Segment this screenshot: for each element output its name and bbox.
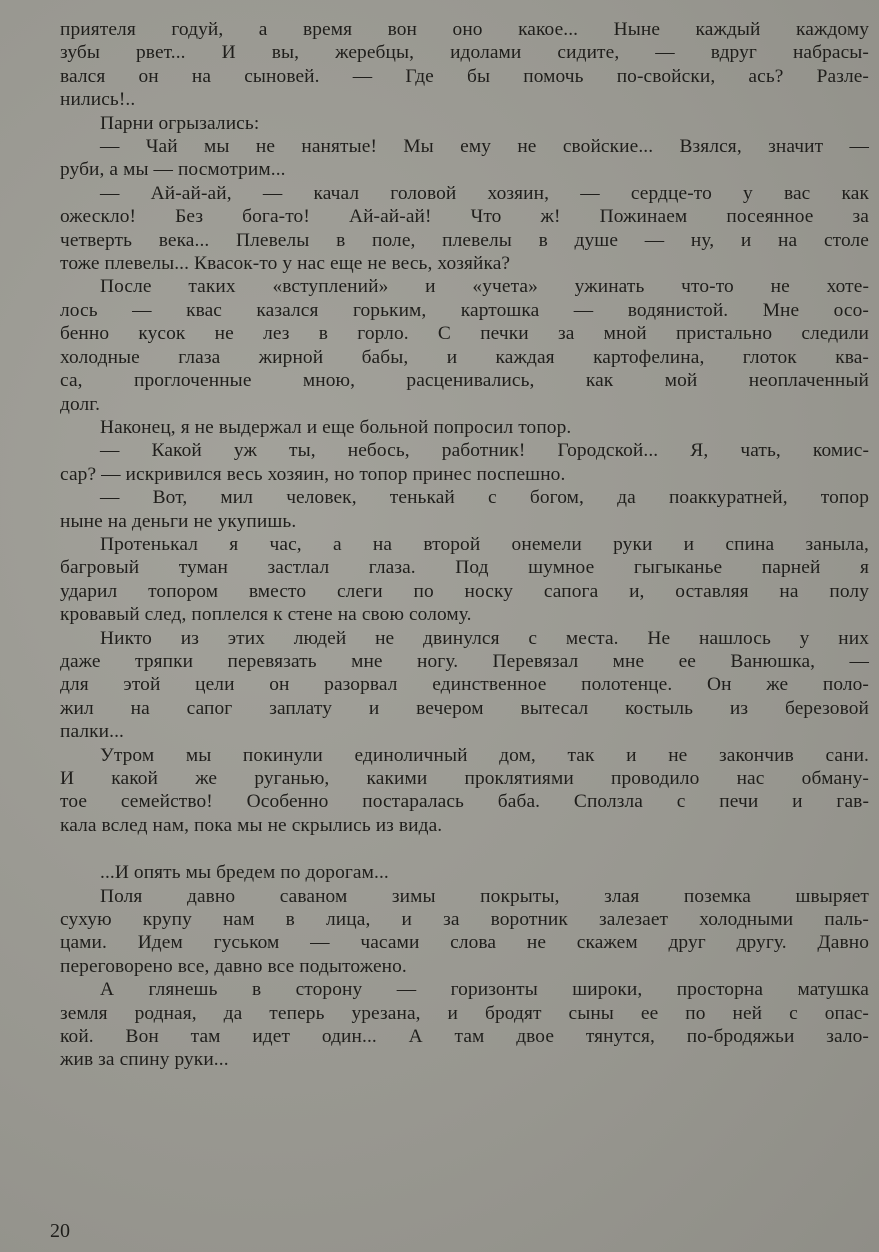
- section-break: [60, 837, 869, 861]
- text-line: лось — квас казался горьким, картошка — водянистой. Мне осо-: [60, 299, 869, 321]
- text-line: для этой цели он разорвал единственное полотенце. Он же поло-: [60, 674, 869, 696]
- text-line: Наконец, я не выдержал и еще больной попросил топор.: [100, 416, 572, 438]
- text-line: багровый туман застлал глаза. Под шумное гыгыканье парней я: [60, 557, 869, 579]
- text-line: даже тряпки перевязать мне ногу. Перевязал мне ее Ванюшка, —: [60, 650, 869, 672]
- text-line: — Какой уж ты, небось, работник! Городской... Я, чать, комис-: [100, 440, 869, 462]
- text-line: зубы рвет... И вы, жеребцы, идолами сидите, — вдруг набрасы-: [60, 42, 869, 64]
- text-line: земля родная, да теперь урезана, и бродят сыны ее по ней с опас-: [60, 1002, 869, 1024]
- text-line: холодные глаза жирной бабы, и каждая картофелина, глоток ква-: [60, 346, 869, 368]
- page-number: 20: [50, 1220, 70, 1242]
- text-line: сухую крупу нам в лица, и за воротник залезает холодными паль-: [60, 909, 869, 931]
- text-line: долг.: [60, 393, 101, 415]
- text-line: палки...: [60, 721, 124, 743]
- text-line: Утром мы покинули единоличный дом, так и не закончив сани.: [100, 744, 869, 766]
- text-line: Протенькал я час, а на второй онемели руки и спина заныла,: [100, 533, 869, 555]
- text-line: А глянешь в сторону — горизонты широки, просторна матушка: [100, 979, 869, 1001]
- text-line: нились!..: [60, 89, 136, 111]
- text-line: сар? — искривился весь хозяин, но топор принес поспешно.: [60, 463, 566, 485]
- text-line: После таких «вступлений» и «учета» ужинать что-то не хоте-: [100, 276, 869, 298]
- text-line: Поля давно саваном зимы покрыты, злая поземка швыряет: [100, 885, 869, 907]
- text-line: жил на сапог заплату и вечером вытесал костыль из березовой: [60, 697, 869, 719]
- text-line: кала вслед нам, пока мы не скрылись из вида.: [60, 814, 443, 836]
- text-line: ожескло! Без бога-то! Ай-ай-ай! Что ж! Пожинаем посеянное за: [60, 206, 869, 228]
- text-line: бенно кусок не лез в горло. С печки за мной пристально следили: [60, 323, 869, 345]
- text-body: [60, 18, 869, 1072]
- text-line: тоже плевелы... Квасок-то у нас еще не весь, хозяйка?: [60, 253, 511, 275]
- text-line: приятеля годуй, а время вон оно какое... Ныне каждый каждому: [60, 19, 869, 40]
- text-line: — Вот, мил человек, тенькай с богом, да поаккуратней, топор: [100, 487, 869, 509]
- text-line: кой. Вон там идет один... А там двое тянутся, по-бродяжьи зало-: [60, 1026, 869, 1048]
- text-line: руби, а мы — посмотрим...: [60, 159, 286, 181]
- text-line: ныне на деньги не укупишь.: [60, 510, 297, 532]
- text-line: Никто из этих людей не двинулся с места. Не нашлось у них: [100, 627, 869, 649]
- text-line: жив за спину руки...: [60, 1049, 229, 1071]
- text-line: ударил топором вместо слеги по носку сапога и, оставляя на полу: [60, 580, 869, 602]
- text-line: вался он на сыновей. — Где бы помочь по-свойски, ась? Разле-: [60, 65, 869, 87]
- text-line: переговорено все, давно все подытожено.: [60, 955, 407, 977]
- text-line: четверть века... Плевелы в поле, плевелы в душе — ну, и на столе: [60, 229, 869, 251]
- text-line: са, проглоченные мною, расценивались, как мой неоплаченный: [60, 370, 869, 392]
- text-line: тое семейство! Особенно постаралась баба. Сползла с печи и гав-: [60, 791, 869, 813]
- text-line: ...И опять мы бредем по дорогам...: [100, 862, 389, 884]
- text-line: Парни огрызались:: [100, 112, 260, 134]
- text-line: И какой же руганью, какими проклятиями проводило нас обману-: [60, 768, 869, 789]
- text-line: — Ай-ай-ай, — качал головой хозяин, — сердце-то у вас как: [100, 182, 869, 204]
- text-line: кровавый след, поплелся к стене на свою солому.: [60, 604, 472, 626]
- text-line: цами. Идем гуськом — часами слова не скажем друг другу. Давно: [60, 932, 869, 954]
- text-line: — Чай мы не нанятые! Мы ему не свойские... Взялся, значит —: [100, 136, 869, 158]
